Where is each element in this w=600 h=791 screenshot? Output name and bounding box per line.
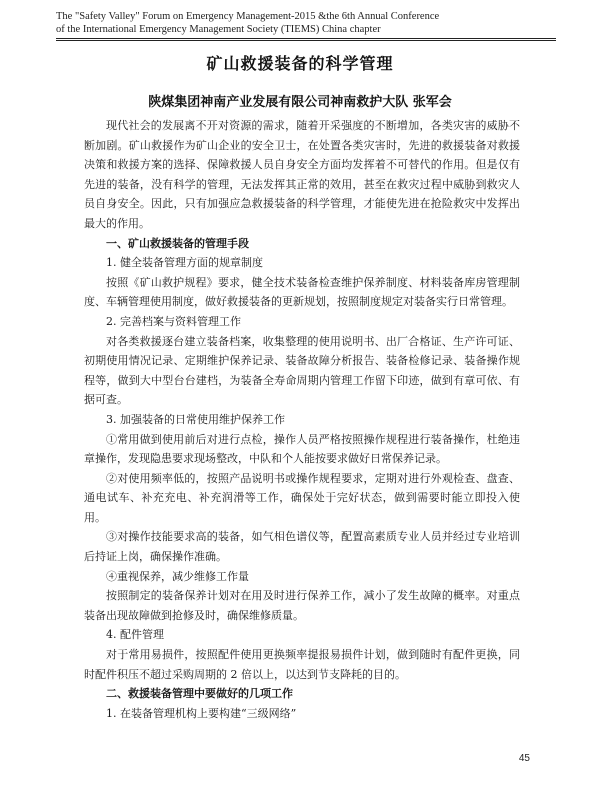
subsection-heading-1-4: 4. 配件管理 xyxy=(106,628,164,642)
section-heading-2: 二、救援装备管理中要做好的几项工作 xyxy=(106,687,293,701)
subsection-heading-1-3: 3. 加强装备的日常使用维护保养工作 xyxy=(106,412,285,426)
paragraph: ③对操作技能要求高的装备，如气相色谱仪等，配置高素质专业人员并经过专业培训后持证上岗，确保操作准确。 xyxy=(84,530,520,564)
header-line-1: The "Safety Valley" Forum on Emergency Management-2015 &the 6th Annual Conference xyxy=(56,11,440,22)
paragraph: ①常用做到使用前后对进行点检，操作人员严格按照操作规程进行装备操作，杜绝违章操作，发现隐患要求现场整改，中队和个人能按要求做好日常保养记录。 xyxy=(84,432,520,466)
header-line-2: of the International Emergency Management Society (TIEMS) China chapter xyxy=(56,24,381,35)
paragraph: ④重视保养，减少维修工作量 xyxy=(106,569,249,583)
subsection-heading-1-1: 1. 健全装备管理方面的规章制度 xyxy=(106,256,263,270)
subsection-heading-2-1: 1. 在装备管理机构上要构建“三级网络” xyxy=(106,706,297,720)
subsection-heading-1-2: 2. 完善档案与资料管理工作 xyxy=(106,314,241,328)
article-title: 矿山救援装备的科学管理 xyxy=(206,54,394,73)
paragraph-intro: 现代社会的发展离不开对资源的需求，随着开采强度的不断增加，各类灾害的威胁不断加剧。矿山救援作为矿山企业的安全卫士，在处置各类灾害时，先进的救援装备对救援决策和救援方案的选择、保障救援人员自身安全方面均发挥着不可替代的作用。但是仅有先进的装备，没有科学的管理，无法发挥其正常的效用，甚至在救灾过程中威胁到救灾人员自身安全。因此，只有加强应急救援装备的科学管理，才能使先进在抢险救灾中发挥出最大的作用。 xyxy=(84,119,520,230)
article-author: 陕煤集团神南产业发展有限公司神南救护大队 张军会 xyxy=(148,95,452,110)
section-heading-1: 一、矿山救援装备的管理手段 xyxy=(106,236,249,250)
paragraph: 对各类救援逐台建立装备档案，收集整理的使用说明书、出厂合格证、生产许可证、初期使用情况记录、定期维护保养记录、装备故障分析报告、装备检修记录、装备操作规程等，做到大中型台台建档，为装备全寿命周期内管理工作留下印迹，做到有章可依、有据可查。 xyxy=(84,334,520,407)
paragraph: 按照《矿山救护规程》要求，健全技术装备检查维护保养制度、材料装备库房管理制度、车辆管理使用制度，做好救援装备的更新规划，按照制度规定对装备实行日常管理。 xyxy=(84,275,520,309)
paragraph: 对于常用易损件，按照配件使用更换频率提报易损件计划，做到随时有配件更换，同时配件积压不超过采购周期的 2 倍以上，以达到节支降耗的目的。 xyxy=(84,648,520,681)
article-body xyxy=(84,116,520,723)
running-header xyxy=(56,10,556,36)
header-rule-top xyxy=(56,38,556,39)
paragraph: 按照制定的装备保养计划对在用及时进行保养工作，减小了发生故障的概率。对重点装备出现故障做到抢修及时，确保维修质量。 xyxy=(84,589,520,622)
page-number: 45 xyxy=(518,753,530,764)
paragraph: ②对使用频率低的，按照产品说明书或操作规程要求，定期对进行外观检查、盘查、通电试车、补充充电、补充润滑等工作，确保处于完好状态，做到需要时能立即投入使用。 xyxy=(84,471,520,524)
header-rule-bottom xyxy=(56,40,556,41)
